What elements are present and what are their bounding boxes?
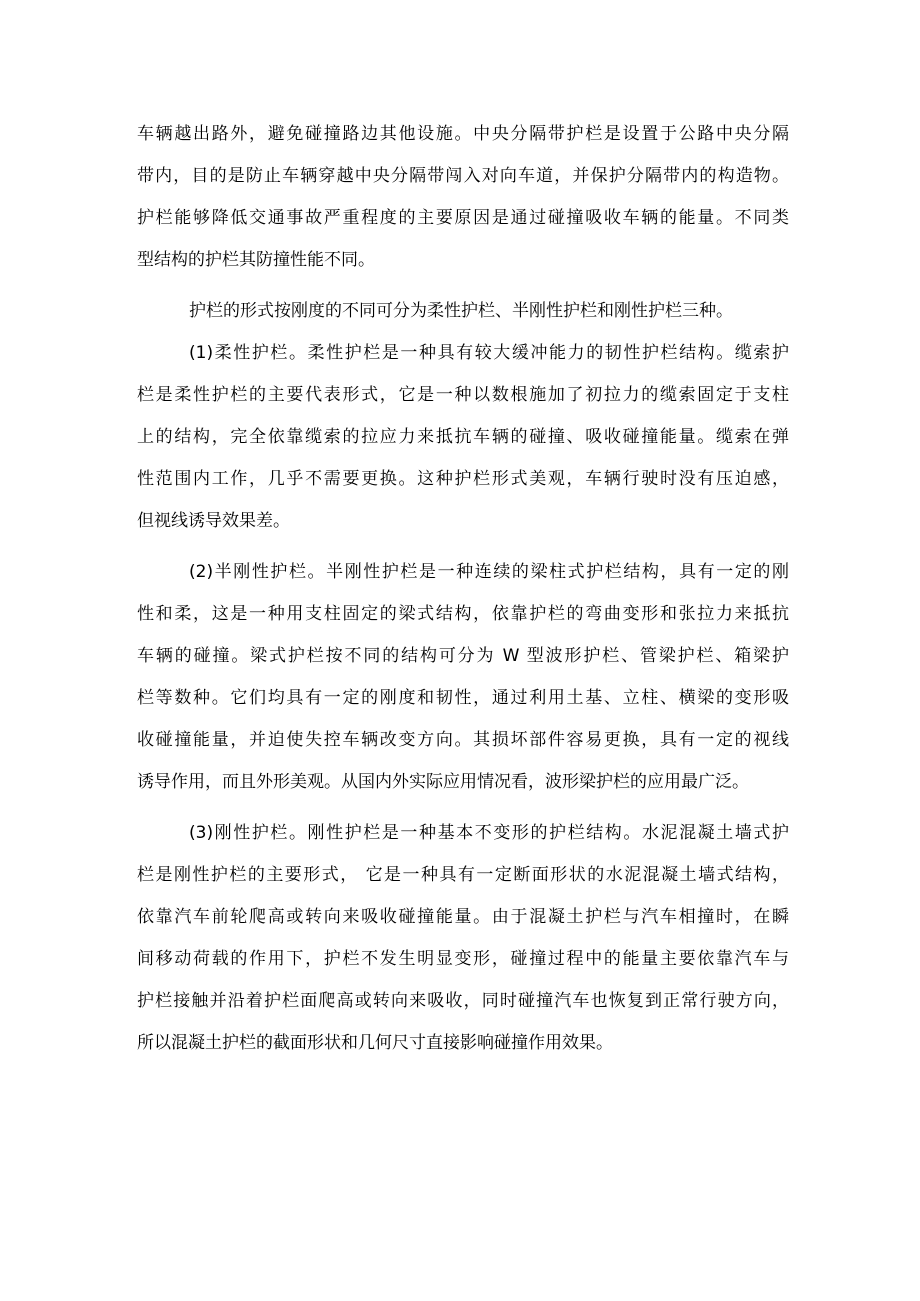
text-line: (1)柔性护栏。柔性护栏是一种具有较大缓冲能力的韧性护栏结构。缆索护: [189, 343, 789, 363]
paragraph-semi-rigid-guardrail: [137, 551, 789, 803]
text-line: 性和柔，这是一种用支柱固定的梁式结构，依靠护栏的弯曲变形和张拉力来抵抗: [137, 604, 789, 624]
paragraph-guardrail-intro: [137, 113, 789, 281]
text-line: 护栏能够降低交通事故严重程度的主要原因是通过碰撞吸收车辆的能量。不同类: [137, 208, 789, 228]
text-line: 带内，目的是防止车辆穿越中央分隔带闯入对向车道，并保护分隔带内的构造物。: [137, 166, 789, 186]
text-line: 护栏的形式按刚度的不同可分为柔性护栏、半刚性护栏和刚性护栏三种。: [189, 301, 733, 321]
text-line: 栏等数种。它们均具有一定的刚度和韧性，通过利用土基、立柱、横梁的变形吸: [137, 688, 789, 708]
text-line: 型结构的护栏其防撞性能不同。: [137, 250, 375, 270]
text-line: 但视线诱导效果差。: [137, 511, 290, 531]
text-line: 上的结构，完全依靠缆索的拉应力来抵抗车辆的碰撞、吸收碰撞能量。缆索在弹: [137, 427, 789, 447]
text-line: 所以混凝土护栏的截面形状和几何尺寸直接影响碰撞作用效果。: [137, 1033, 613, 1053]
text-line: 栏是柔性护栏的主要代表形式，它是一种以数根施加了初拉力的缆索固定于支柱: [137, 385, 789, 405]
text-line: 间移动荷载的作用下，护栏不发生明显变形，碰撞过程中的能量主要依靠汽车与: [137, 949, 789, 969]
paragraph-guardrail-types: [137, 290, 789, 332]
text-line: (2)半刚性护栏。半刚性护栏是一种连续的梁柱式护栏结构，具有一定的刚: [189, 562, 789, 582]
document-body: [137, 113, 789, 1064]
paragraph-flexible-guardrail: [137, 332, 789, 542]
text-line: 诱导作用，而且外形美观。从国内外实际应用情况看，波形梁护栏的应用最广泛。: [137, 772, 749, 792]
text-line: 性范围内工作，几乎不需要更换。这种护栏形式美观，车辆行驶时没有压迫感，: [137, 469, 789, 489]
text-line: 依靠汽车前轮爬高或转向来吸收碰撞能量。由于混凝土护栏与汽车相撞时，在瞬: [137, 907, 789, 927]
text-line: (3)刚性护栏。刚性护栏是一种基本不变形的护栏结构。水泥混凝土墙式护: [189, 823, 789, 843]
text-line: 收碰撞能量，并迫使失控车辆改变方向。其损坏部件容易更换，具有一定的视线: [137, 730, 789, 750]
text-line: 栏是刚性护栏的主要形式， 它是一种具有一定断面形状的水泥混凝土墙式结构，: [137, 865, 789, 885]
text-line: 护栏接触并沿着护栏面爬高或转向来吸收，同时碰撞汽车也恢复到正常行驶方向，: [137, 991, 789, 1011]
text-line: 车辆越出路外，避免碰撞路边其他设施。中央分隔带护栏是设置于公路中央分隔: [137, 124, 789, 144]
text-line: 车辆的碰撞。梁式护栏按不同的结构可分为 W 型波形护栏、管梁护栏、箱梁护: [137, 646, 789, 666]
paragraph-rigid-guardrail: [137, 812, 789, 1064]
